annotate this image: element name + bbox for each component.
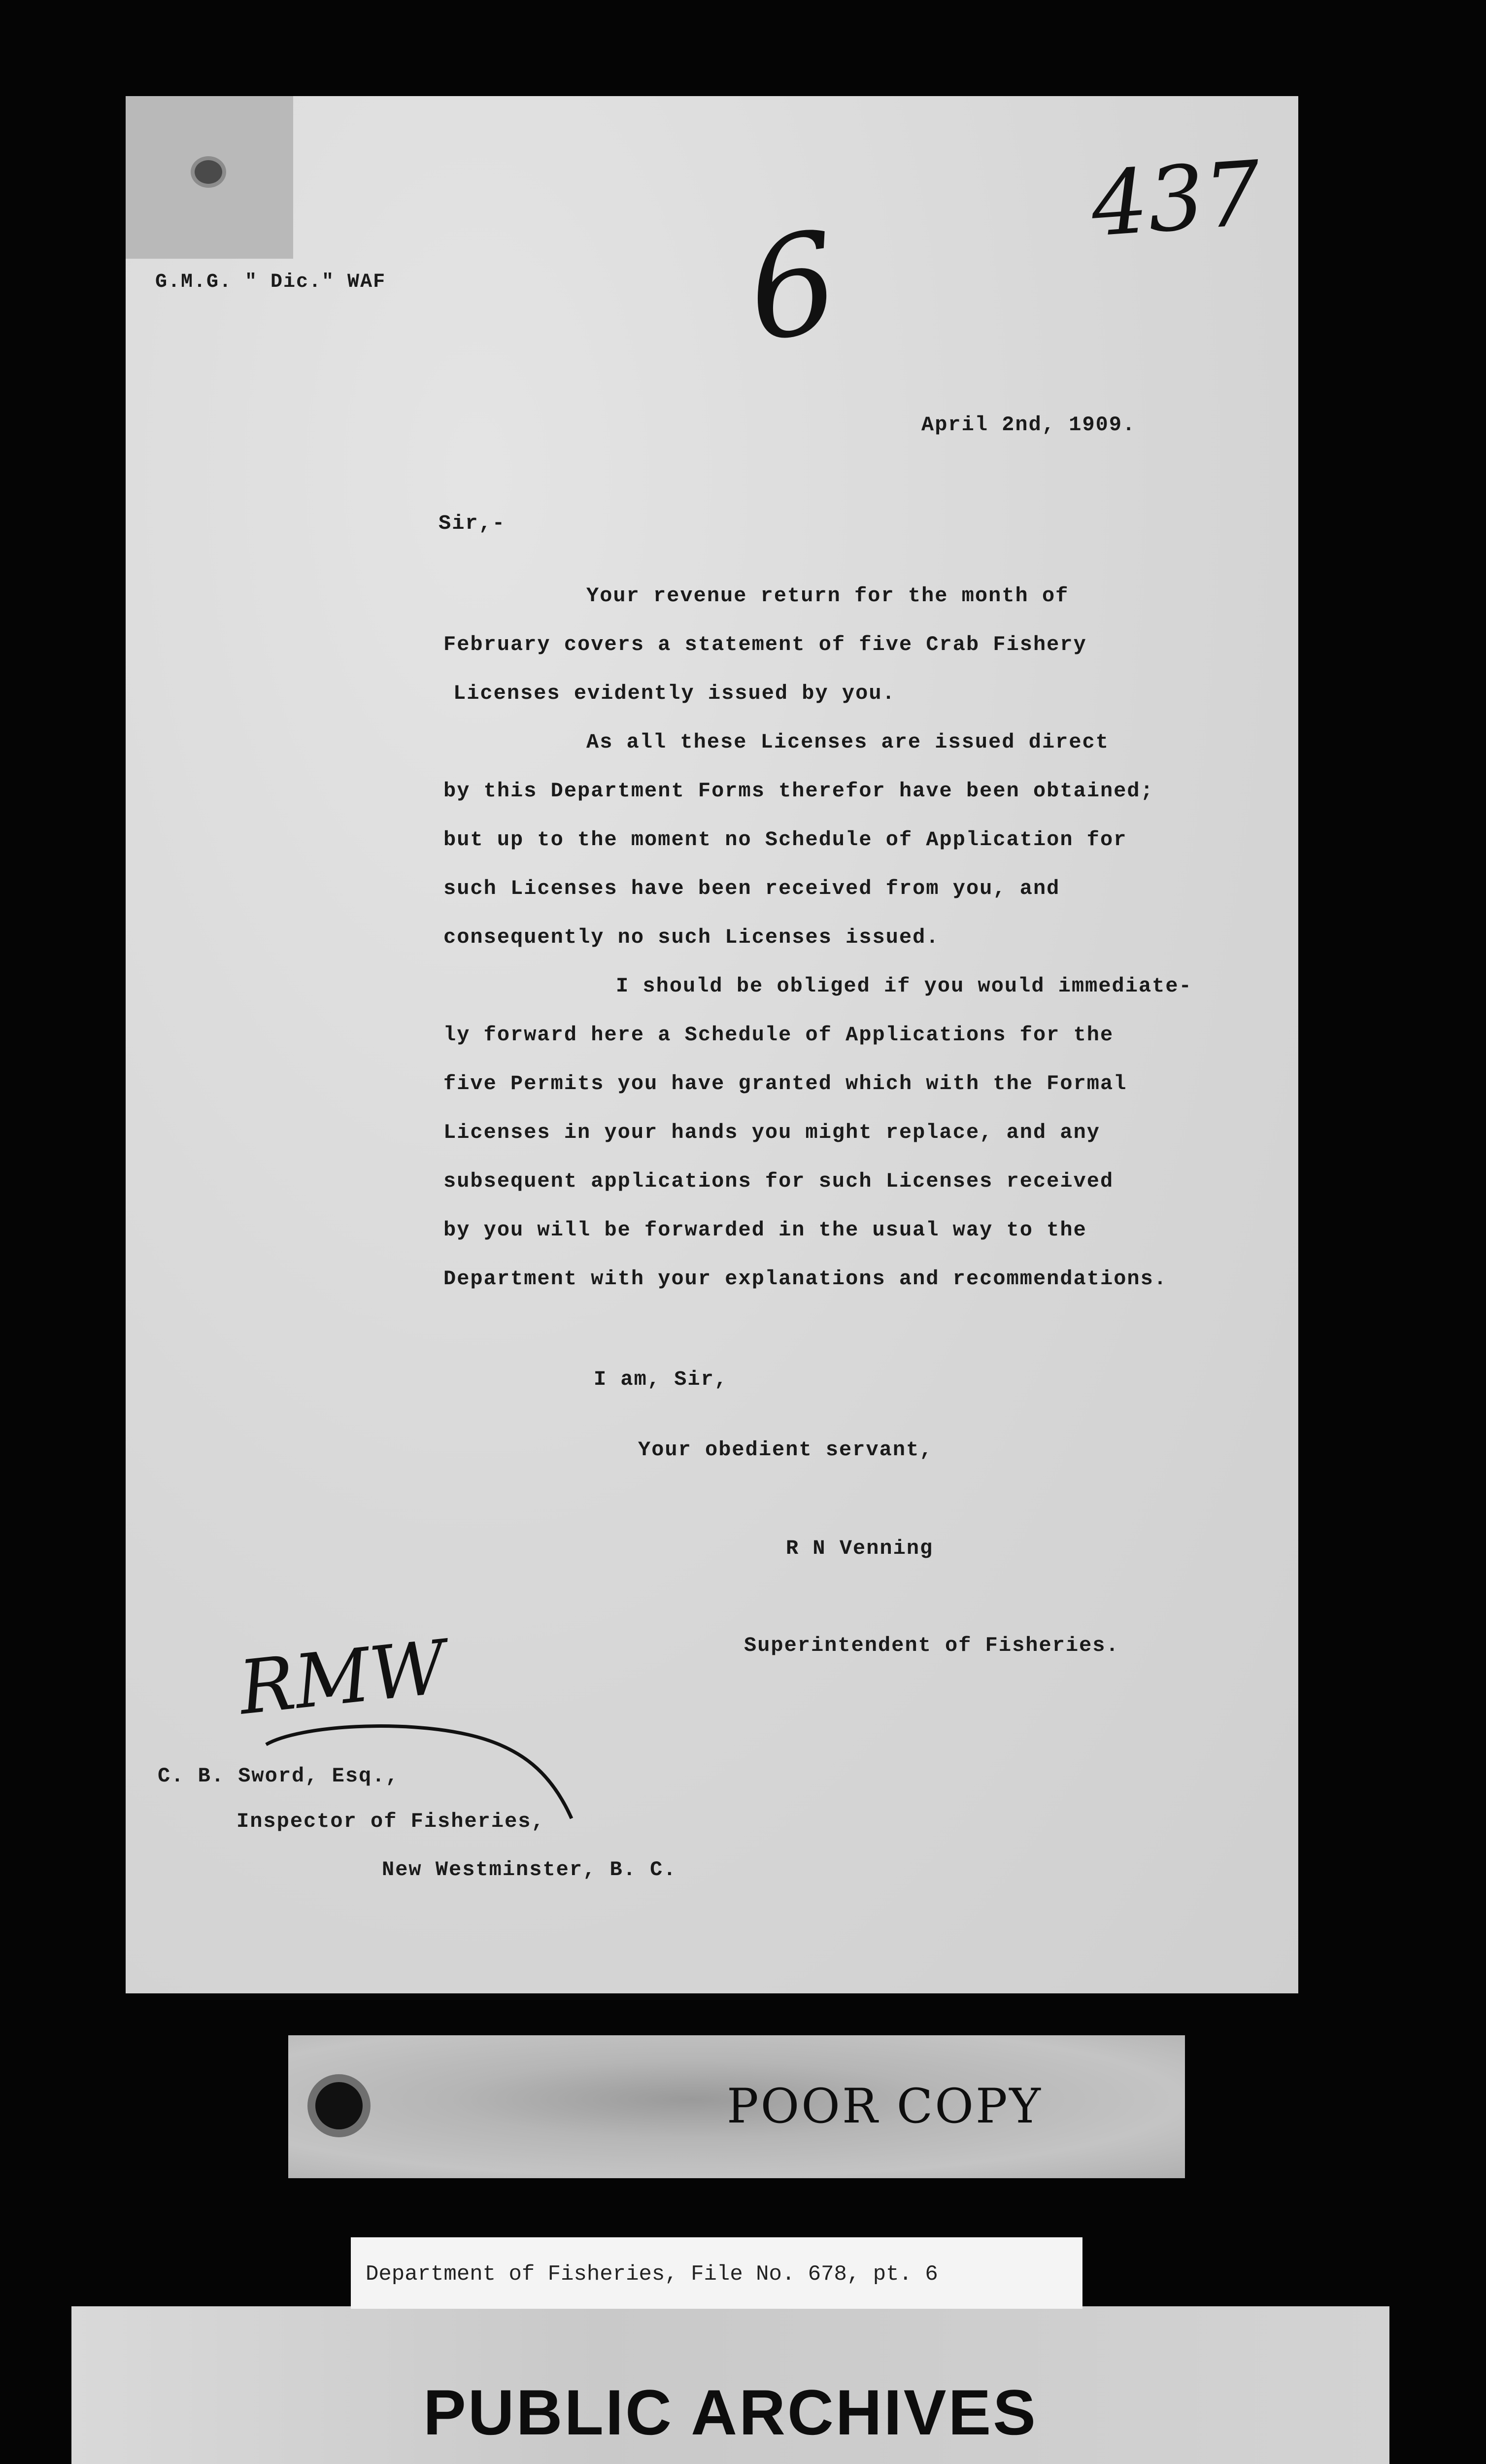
body-line: by this Department Forms therefor have been obtained; xyxy=(443,779,1154,803)
signatory-name: R N Venning xyxy=(786,1537,934,1560)
pin-hole-icon xyxy=(195,160,222,184)
body-line: five Permits you have granted which with the Formal xyxy=(443,1072,1127,1095)
archives-line-english: PUBLIC ARCHIVES xyxy=(423,2376,1038,2448)
signatory-title: Superintendent of Fisheries. xyxy=(744,1634,1119,1657)
body-line: February covers a statement of five Crab Fishery xyxy=(443,633,1087,656)
folio-number: 437 xyxy=(1088,142,1264,257)
reference-line: G.M.G. " Dic." WAF xyxy=(155,271,386,293)
body-line: but up to the moment no Schedule of Application for xyxy=(443,828,1127,852)
body-line: Licenses evidently issued by you. xyxy=(453,682,896,705)
body-line: As all these Licenses are issued direct xyxy=(586,730,1109,754)
closing-line: I am, Sir, xyxy=(594,1368,728,1391)
letter-date: April 2nd, 1909. xyxy=(921,413,1136,437)
body-line: by you will be forwarded in the usual way to the xyxy=(443,1218,1087,1242)
body-line: Department with your explanations and recommendations. xyxy=(443,1267,1168,1291)
salutation: Sir,- xyxy=(439,512,506,535)
file-label xyxy=(351,2237,1082,2309)
addressee-place: New Westminster, B. C. xyxy=(382,1858,677,1882)
closing-line-2: Your obedient servant, xyxy=(638,1438,933,1462)
handwritten-initials xyxy=(235,1624,450,1732)
initials-text: RMW xyxy=(235,1624,450,1732)
addressee-name: C. B. Sword, Esq., xyxy=(158,1764,399,1788)
body-line: such Licenses have been received from you, and xyxy=(443,877,1060,900)
addressee-title: Inspector of Fisheries, xyxy=(236,1810,545,1833)
body-line: consequently no such Licenses issued. xyxy=(443,925,940,949)
margin-mark: 6 xyxy=(738,202,847,373)
letter-body xyxy=(443,584,1192,1316)
grommet-icon xyxy=(315,2082,363,2129)
poor-copy-label: POOR COPY xyxy=(727,2079,1043,2134)
file-label-text: Department of Fisheries, File No. 678, pt. 6 xyxy=(366,2262,938,2287)
body-line: Your revenue return for the month of xyxy=(586,584,1069,608)
body-line: Licenses in your hands you might replace, and any xyxy=(443,1121,1101,1144)
body-line: subsequent applications for such Licenses received xyxy=(443,1169,1114,1193)
body-line: I should be obliged if you would immediate- xyxy=(616,974,1192,998)
body-line: ly forward here a Schedule of Applications for the xyxy=(443,1023,1114,1047)
